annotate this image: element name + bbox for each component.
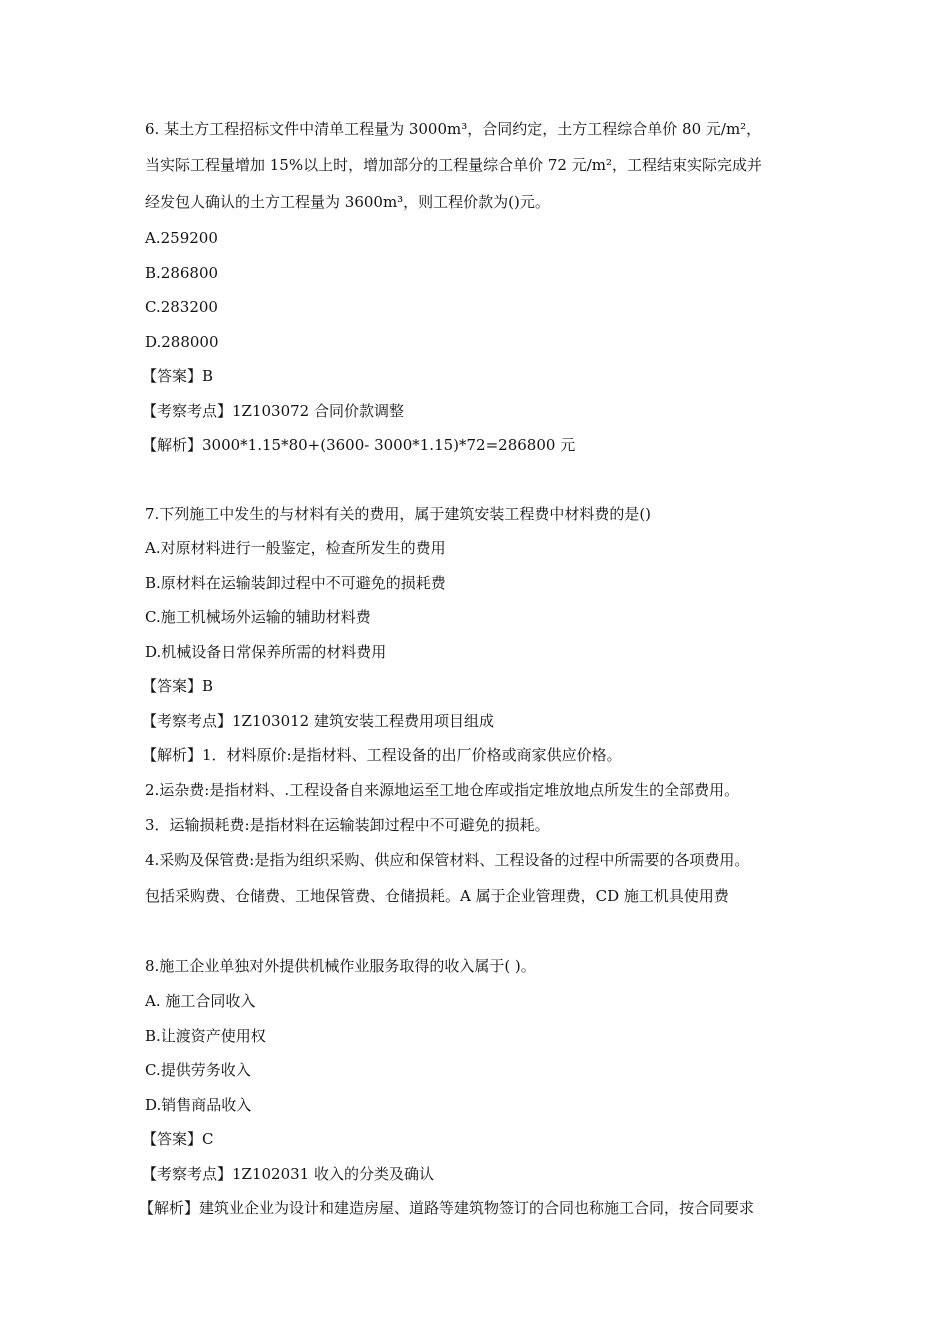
q7-option-b: B.原材料在运输装卸过程中不可避免的损耗费: [145, 574, 446, 592]
q7-analysis-line-2: 2.运杂费:是指材料、.工程设备自来源地运至工地仓库或指定堆放地点所发生的全部费用。: [145, 781, 740, 799]
q8-option-a: A. 施工合同收入: [145, 992, 256, 1010]
q8-option-d: D.销售商品收入: [145, 1096, 252, 1114]
q6-answer: 【答案】B: [142, 367, 214, 385]
q7-option-d: D.机械设备日常保养所需的材料费用: [145, 643, 387, 661]
q6-stem-line-2: 当实际工程量增加 15%以上时，增加部分的工程量综合单价 72 元/m²，工程结束实际完成并: [145, 156, 763, 174]
q6-analysis: 【解析】3000*1.15*80+(3600- 3000*1.15)*72=286800 元: [142, 436, 576, 454]
q6-option-c: C.283200: [145, 298, 218, 316]
q8-option-c: C.提供劳务收入: [145, 1061, 251, 1079]
q7-exam-point: 【考察考点】1Z103012 建筑安装工程费用项目组成: [142, 712, 494, 730]
q7-analysis-line-5: 包括采购费、仓储费、工地保管费、仓储损耗。A 属于企业管理费，CD 施工机具使用费: [145, 887, 729, 905]
q8-option-b: B.让渡资产使用权: [145, 1027, 266, 1045]
q6-option-d: D.288000: [145, 333, 219, 351]
q8-analysis: 【解析】建筑业企业为设计和建造房屋、道路等建筑物签订的合同也称施工合同，按合同要求: [139, 1199, 755, 1217]
q6-option-b: B.286800: [145, 264, 219, 282]
q6-option-a: A.259200: [145, 229, 218, 247]
q6-exam-point: 【考察考点】1Z103072 合同价款调整: [142, 402, 404, 420]
q7-stem: 7.下列施工中发生的与材料有关的费用，属于建筑安装工程费中材料费的是(): [145, 505, 652, 523]
q7-analysis-line-4: 4.采购及保管费:是指为组织采购、供应和保管材料、工程设备的过程中所需要的各项费用。: [145, 851, 750, 869]
q7-option-c: C.施工机械场外运输的辅助材料费: [145, 608, 371, 626]
q7-analysis-line-3: 3．运输损耗费:是指材料在运输装卸过程中不可避免的损耗。: [145, 816, 550, 834]
q7-option-a: A.对原材料进行一般鉴定，检查所发生的费用: [145, 539, 446, 557]
q8-answer: 【答案】C: [142, 1130, 214, 1148]
q8-exam-point: 【考察考点】1Z102031 收入的分类及确认: [142, 1165, 434, 1183]
q7-analysis-line-1: 【解析】1．材料原价:是指材料、工程设备的出厂价格或商家供应价格。: [142, 746, 622, 764]
q6-stem-line-3: 经发包人确认的土方工程量为 3600m³，则工程价款为()元。: [145, 193, 550, 211]
q7-answer: 【答案】B: [142, 677, 214, 695]
q8-stem: 8.施工企业单独对外提供机械作业服务取得的收入属于( )。: [145, 957, 536, 975]
q6-stem-line-1: 6. 某土方工程招标文件中清单工程量为 3000m³，合同约定，土方工程综合单价 80 元/m²，: [145, 120, 762, 138]
